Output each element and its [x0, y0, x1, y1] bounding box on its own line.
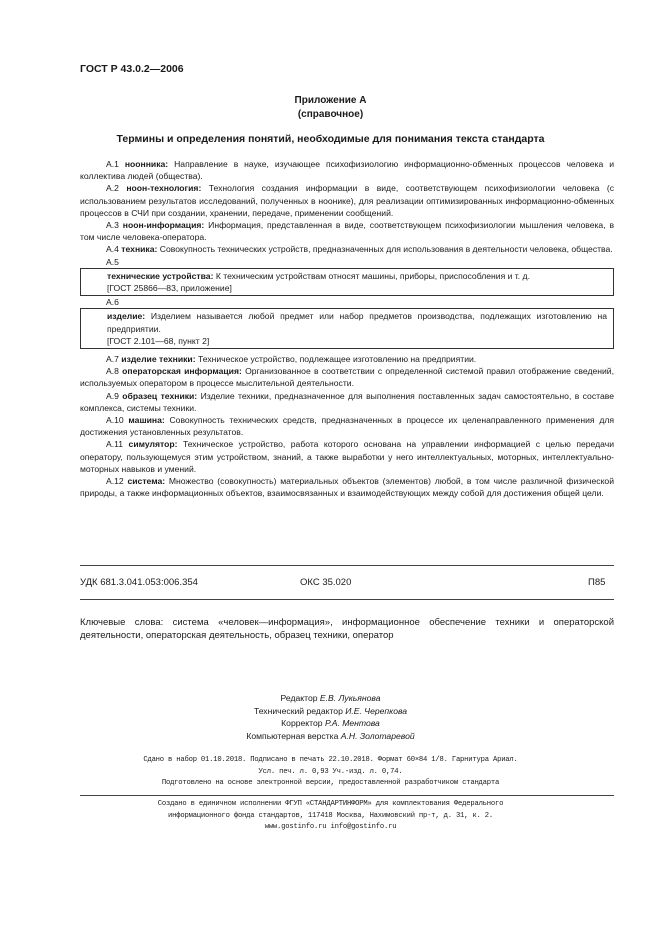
group-code: П85 [588, 577, 606, 588]
entry-term: образец техники: [122, 390, 198, 401]
box-label-a6: А.6 [106, 297, 119, 308]
entry-number: А.7 [106, 354, 119, 365]
term-entry-a9 [80, 390, 614, 414]
entry-definition: Технология создания информации в виде, соответствующем психофизиологии человека (с использованием результатов исследований, полученных в ноонике), для реализации оптимизированных информационно-обменных процессов в СЧИ при создании, хранении, передаче, применении сообщений. [80, 183, 615, 218]
terms-body [80, 158, 614, 499]
appendix-subtitle: (справочное) [297, 109, 364, 120]
entry-term: система: [127, 476, 166, 487]
term-entry-a3 [80, 219, 614, 243]
entry-number: А.12 [106, 476, 124, 487]
entry-number: А.4 [106, 244, 119, 255]
credit-layout: Компьютерная верстка А.Н. Золотаревой [246, 730, 415, 741]
oks-code: ОКС 35.020 [300, 577, 352, 588]
publisher-line-1: Создано в единичном исполнении ФГУП «СТАНДАРТИНФОРМ» для комплектования Федерального [157, 800, 504, 808]
entry-number: А.10 [106, 415, 124, 426]
credit-editor: Редактор Е.В. Лукьянова [280, 693, 381, 703]
divider-middle [80, 599, 614, 600]
box-definition: Изделием называется любой предмет или набор предметов производства, подлежащих изготовлению на предприятии. [107, 311, 607, 334]
entry-term: операторская информация: [122, 366, 242, 377]
entry-number: А.3 [106, 220, 119, 231]
entry-term: машина: [128, 415, 165, 426]
entry-definition: Множество (совокупность) материальных объектов (элементов) любой, в том числе различной физической природы, а также информационных объектов, взаимосвязанных и взаимодействующих между собой для достижения общей цели. [80, 476, 615, 499]
term-entry-a2 [80, 182, 614, 219]
term-entry-a10 [80, 414, 614, 438]
entry-number: А.8 [106, 366, 119, 377]
box-term: изделие: [107, 311, 146, 322]
entry-term: изделие техники: [121, 354, 196, 365]
credit-proofreader: Корректор Р.А. Ментова [281, 718, 380, 728]
divider-top [80, 565, 614, 566]
entry-number: А.1 [106, 159, 119, 169]
entry-definition: Информация, представленная в виде, соответствующем психофизиологии мышления человека, в том числе человека-оператора. [80, 220, 615, 243]
term-entry-a4 [80, 243, 614, 255]
entry-definition: Совокупность технических устройств, предназначенных для использования в деятельности человека, общества. [159, 244, 613, 255]
box-definition: К техническим устройствам относят машины, приборы, приспособления и т. д. [215, 270, 530, 281]
entry-term: ноон-информация: [122, 220, 205, 231]
print-line-2: Усл. печ. л. 0,93 Уч.-изд. л. 0,74. [258, 767, 403, 776]
entry-definition: Организованное в соответствии с определенной системой правил отображение сведений, используемых оператором в процессе мыслительной деятельности. [80, 366, 614, 389]
term-box-a5 [80, 268, 614, 296]
section-title: Термины и определения понятий, необходимые для понимания текста стандарта [116, 133, 545, 145]
entry-definition: Техническое устройство, работа которого основана на управлении информацией с целью передачи оператору, пользующемуся этим устройством, знаний, а также выработки у него интеллектуальных, моторных, интеллектуально-моторных навыков и умений. [80, 439, 615, 474]
box-reference: [ГОСТ 2.101—68, пункт 2] [107, 335, 210, 346]
entry-term: техника: [121, 244, 158, 255]
entry-number: А.9 [106, 390, 119, 401]
print-info [0, 755, 661, 790]
term-box-a6 [80, 308, 614, 349]
entry-number: А.2 [106, 183, 119, 194]
term-entry-a12 [80, 475, 614, 499]
entry-term: симулятор: [128, 439, 178, 450]
appendix-title: Приложение А [294, 95, 367, 106]
entry-definition: Совокупность технических средств, предназначенных в процессе их целенаправленного применения для достижения установленных результатов. [80, 415, 614, 438]
appendix-heading [0, 94, 661, 122]
print-line-3: Подготовлено на основе электронной версии, предоставленной разработчиком стандарта [161, 779, 500, 787]
print-line-1: Сдано в набор 01.10.2018. Подписано в печать 22.10.2018. Формат 60×84 1/8. Гарнитура Ариал. [143, 756, 518, 764]
publisher-info [0, 799, 661, 834]
entry-definition: Техническое устройство, подлежащее изготовлению на предприятии. [197, 354, 477, 365]
box-reference: [ГОСТ 25866—83, приложение] [107, 283, 232, 294]
keywords: Ключевые слова: система «человек—информация», информационное обеспечение техники и операторской деятельности, операторская деятельность, образец техники, оператор [80, 617, 614, 641]
entry-term: ноон-технология: [126, 183, 202, 194]
entry-definition: Направление в науке, изучающее психофизиологию информационно-обменных процессов человека и коллектива людей (общества). [80, 159, 615, 182]
credits-block [0, 692, 661, 742]
box-label-a5: А.5 [106, 256, 119, 267]
standard-header: ГОСТ Р 43.0.2—2006 [80, 63, 184, 75]
credit-tech-editor: Технический редактор И.Е. Черепкова [253, 705, 408, 716]
entry-term: ноонника: [124, 159, 169, 169]
divider-bottom [80, 795, 614, 796]
publisher-line-2: информационного фонда стандартов, 117418 Москва, Нахимовский пр-т, д. 31, к. 2. [168, 811, 493, 820]
term-entry-a7 [80, 353, 614, 365]
term-entry-a1 [80, 158, 614, 182]
term-entry-a11 [80, 438, 614, 475]
publisher-contacts: www.gostinfo.ru info@gostinfo.ru [264, 823, 397, 831]
entry-definition: Изделие техники, предназначенное для выполнения поставленных задач самостоятельно, в составе комплекса, системы техники. [80, 390, 615, 413]
box-term: технические устройства: [107, 270, 214, 281]
udk-code: УДК 681.3.041.053:006.354 [80, 577, 198, 588]
entry-number: А.11 [106, 439, 124, 450]
term-entry-a8 [80, 365, 614, 389]
